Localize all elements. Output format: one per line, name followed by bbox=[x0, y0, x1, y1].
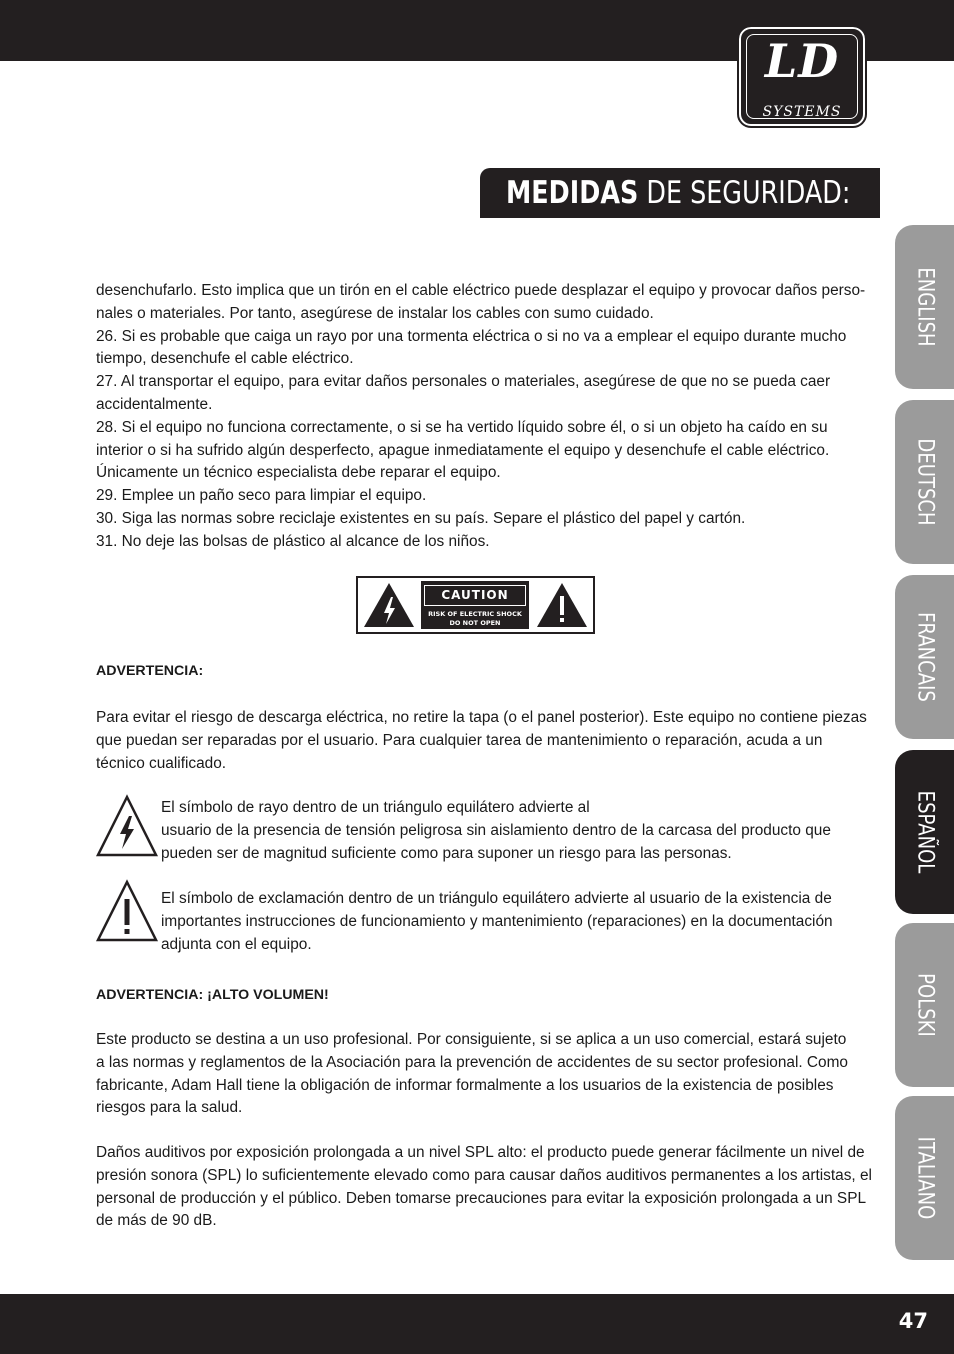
text-line: Únicamente un técnico especialista debe reparar el equipo. bbox=[96, 464, 501, 482]
tab-polski-label: POLSKI bbox=[912, 973, 937, 1037]
tab-english[interactable] bbox=[895, 225, 954, 389]
text-line: importantes instrucciones de funcionamiento y mantenimiento (reparaciones) en la documentación bbox=[161, 912, 833, 930]
tab-deutsch-label: DEUTSCH bbox=[912, 438, 937, 526]
page-title-rest: DE SEGURIDAD: bbox=[638, 175, 851, 211]
lightning-warning-icon bbox=[95, 794, 159, 858]
text-line: 31. No deje las bolsas de plástico al alcance de los niños. bbox=[96, 532, 490, 550]
page-title bbox=[506, 172, 850, 214]
text-line: 27. Al transportar el equipo, para evitar daños personales o materiales, asegúrese de que no se pueda caer bbox=[96, 373, 831, 391]
text-line: pueden ser de magnitud suficiente como para suponer un riesgo para las personas. bbox=[161, 844, 732, 862]
text-line: presión sonora (SPL) lo suficientemente elevado como para causar daños auditivos permanentes a los artistas, el bbox=[96, 1166, 872, 1184]
text-line: que puedan ser reparadas por el usuario. Para cualquier tarea de mantenimiento o reparación, acuda a un bbox=[96, 731, 823, 749]
alto-volumen-paragraph-2 bbox=[96, 1142, 872, 1233]
text-line: adjunta con el equipo. bbox=[161, 935, 312, 953]
tab-espanol-label: ESPAÑOL bbox=[912, 790, 937, 874]
caution-risk-text bbox=[421, 610, 529, 628]
tab-espanol[interactable] bbox=[895, 750, 954, 914]
tab-italiano-label: ITALIANO bbox=[912, 1136, 937, 1220]
page-title-bold: MEDIDAS bbox=[506, 175, 639, 211]
caution-risk-line: RISK OF ELECTRIC SHOCK bbox=[428, 610, 522, 618]
text-line: accidentalmente. bbox=[96, 395, 213, 413]
caution-risk-line: DO NOT OPEN bbox=[449, 619, 501, 627]
text-line: técnico cualificado. bbox=[96, 754, 227, 772]
title-banner bbox=[480, 168, 880, 218]
page-number: 47 bbox=[898, 1309, 928, 1333]
text-line: desenchufarlo. Esto implica que un tirón en el cable eléctrico puede desplazar el equipo y provocar daños perso- bbox=[96, 282, 866, 299]
caution-exclamation-triangle-icon bbox=[535, 581, 589, 629]
tab-francais[interactable] bbox=[895, 575, 954, 739]
text-line: fabricante, Adam Hall tiene la obligación de informar formalmente a los usuarios de la existencia de posibles bbox=[96, 1076, 834, 1094]
logo-systems-text: SYSTEMS bbox=[762, 104, 842, 120]
exclamation-warning-icon bbox=[95, 879, 159, 943]
text-line: 26. Si es probable que caiga un rayo por una tormenta eléctrica o si no va a emplear el equipo durante mucho bbox=[96, 327, 847, 345]
tab-polski[interactable] bbox=[895, 923, 954, 1087]
text-line: nales o materiales. Por tanto, asegúrese de instalar los cables con sumo cuidado. bbox=[96, 304, 654, 322]
caution-center-panel bbox=[421, 581, 529, 629]
text-line: riesgos para la salud. bbox=[96, 1099, 243, 1117]
lightning-symbol-paragraph bbox=[161, 797, 831, 865]
tab-deutsch[interactable] bbox=[895, 400, 954, 564]
advertencia-heading: ADVERTENCIA: bbox=[96, 663, 204, 679]
tab-francais-label: FRANCAIS bbox=[912, 612, 937, 702]
text-line: personal de producción y el público. Deben tomarse precauciones para evitar la exposición prolongada a un SPL bbox=[96, 1189, 867, 1207]
text-line: Para evitar el riesgo de descarga eléctrica, no retire la tapa (o el panel posterior). Este equipo no contiene piezas bbox=[96, 709, 867, 726]
caution-lightning-triangle-icon bbox=[362, 581, 416, 629]
alto-volumen-heading: ADVERTENCIA: ¡ALTO VOLUMEN! bbox=[96, 987, 329, 1003]
text-line: 30. Siga las normas sobre reciclaje existentes en su país. Separe el plástico del papel y cartón. bbox=[96, 509, 746, 527]
advertencia-paragraph bbox=[96, 707, 867, 775]
text-line: Daños auditivos por exposición prolongada a un nivel SPL alto: el producto puede generar fácilmente un nivel de bbox=[96, 1144, 865, 1161]
ld-systems-logo bbox=[739, 27, 865, 126]
logo-ld-text: LD bbox=[764, 34, 840, 88]
alto-volumen-paragraph-1 bbox=[96, 1029, 848, 1120]
text-line: usuario de la presencia de tensión peligrosa sin aislamiento dentro de la carcasa del producto que bbox=[161, 821, 831, 839]
tab-italiano[interactable] bbox=[895, 1096, 954, 1260]
text-line: Este producto se destina a un uso profesional. Por consiguiente, si se aplica a un uso comercial, estará sujeto bbox=[96, 1031, 847, 1048]
exclamation-symbol-paragraph bbox=[161, 888, 833, 956]
text-line: 28. Si el equipo no funciona correctamente, o si se ha vertido líquido sobre él, o si un objeto ha caído en su bbox=[96, 418, 828, 436]
bottom-bar bbox=[0, 1294, 954, 1354]
safety-items-paragraph bbox=[96, 280, 865, 554]
text-line: 29. Emplee un paño seco para limpiar el equipo. bbox=[96, 487, 427, 505]
text-line: interior o si ha sufrido algún desperfecto, apague inmediatamente el equipo y desenchufe el cable eléctrico. bbox=[96, 441, 830, 459]
text-line: de más de 90 dB. bbox=[96, 1212, 217, 1230]
text-line: a las normas y reglamentos de la Asociación para la prevención de accidentes de su sector profesional. Como bbox=[96, 1053, 848, 1071]
caution-label bbox=[356, 576, 595, 634]
text-line: tiempo, desenchufe el cable eléctrico. bbox=[96, 350, 354, 368]
text-line: El símbolo de rayo dentro de un triángulo equilátero advierte al bbox=[161, 799, 590, 816]
caution-word: CAUTION bbox=[424, 585, 526, 606]
tab-english-label: ENGLISH bbox=[912, 267, 937, 347]
text-line: El símbolo de exclamación dentro de un triángulo equilátero advierte al usuario de la existencia de bbox=[161, 890, 832, 907]
